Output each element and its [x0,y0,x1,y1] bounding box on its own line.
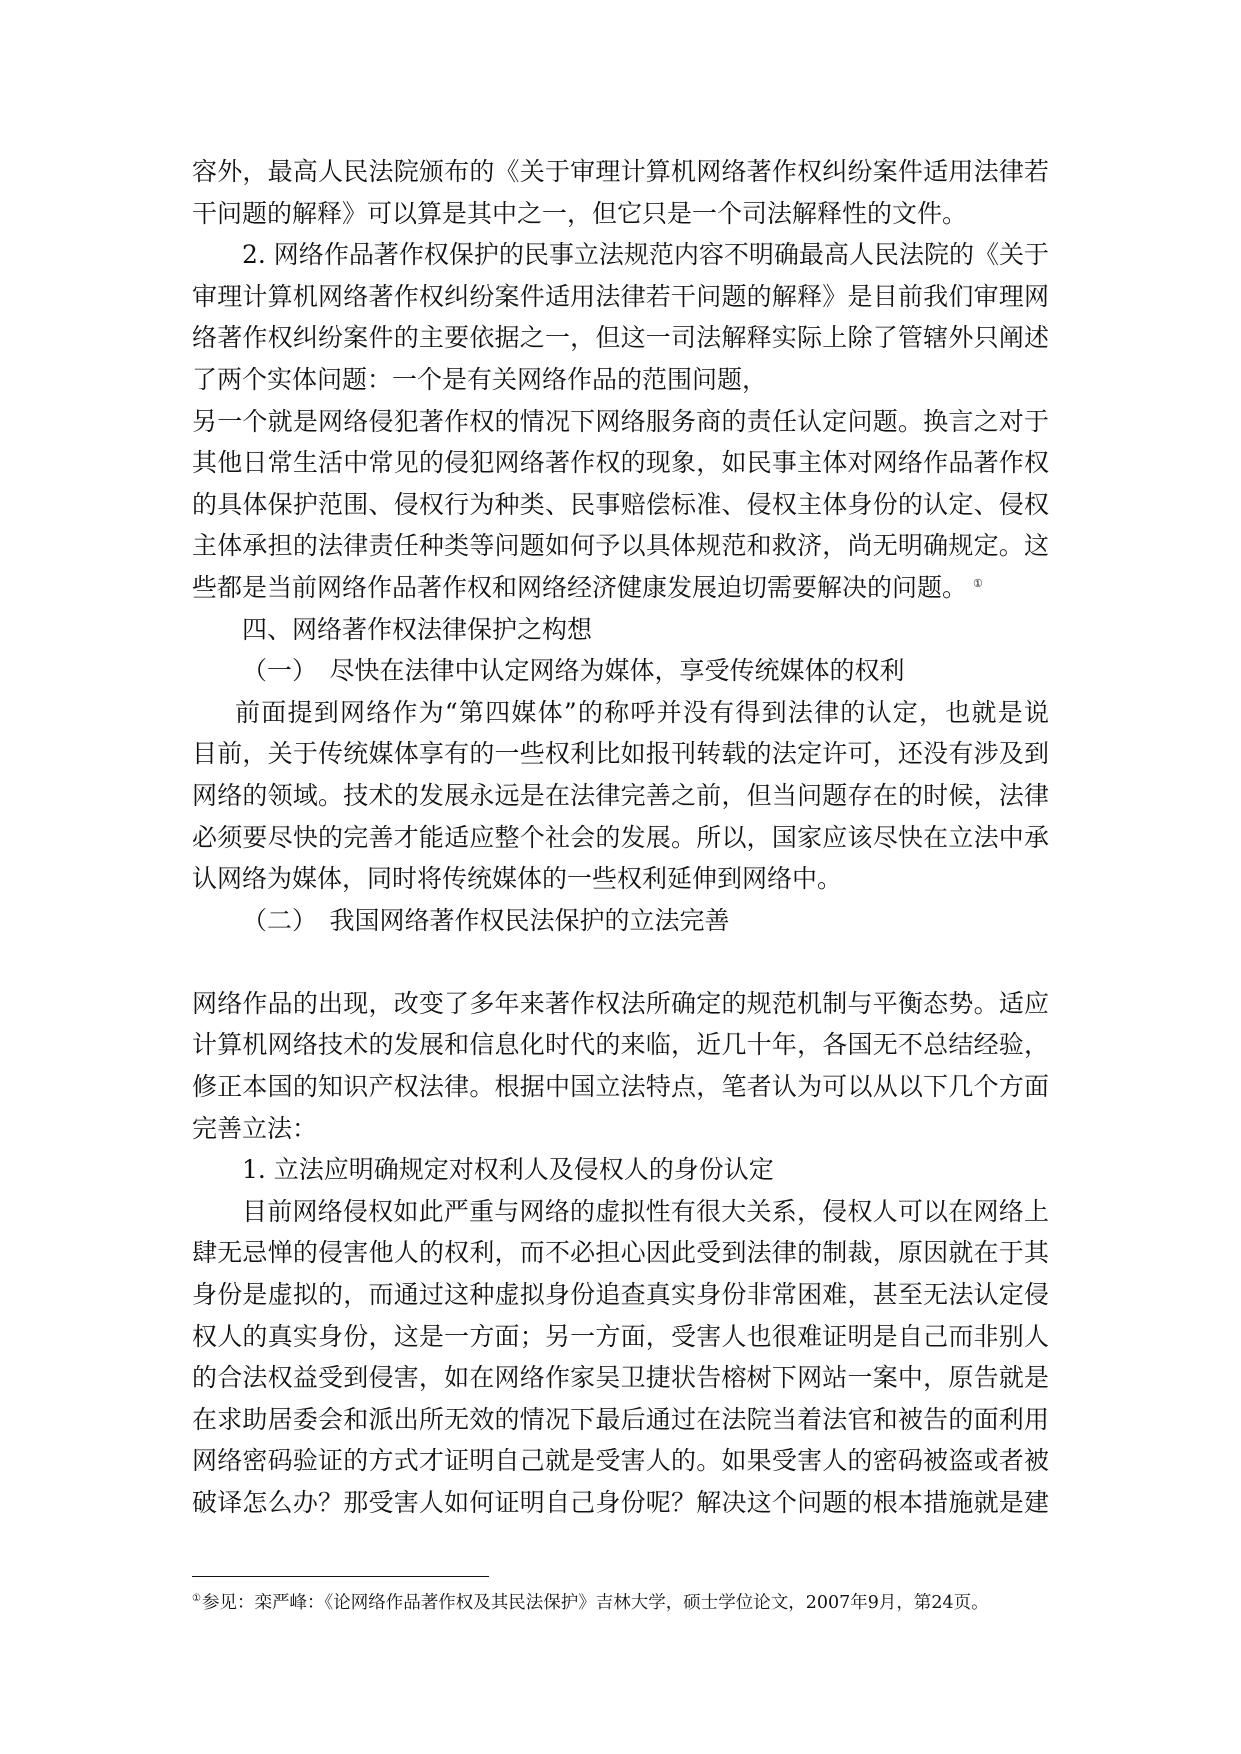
text-line: 了两个实体问题：一个是有关网络作品的范围问题， [192,364,768,394]
text-line: 的合法权益受到侵害，如在网络作家吴卫捷状告榕树下网站一案中，原告就是 [192,1363,1049,1393]
footnote [192,1591,989,1615]
text-line: 身份是虚拟的，而通过这种虚拟身份追查真实身份非常困难，甚至无法认定侵 [192,1280,1049,1310]
text-line: 主体承担的法律责任种类等问题如何予以具体规范和救济，尚无明确规定。这 [192,531,1049,561]
text-line: 干问题的解释》可以算是其中之一，但它只是一个司法解释性的文件。 [192,198,968,228]
text-line: 必须要尽快的完善才能适应整个社会的发展。所以，国家应该尽快在立法中承 [192,822,1049,852]
text-line: 络著作权纠纷案件的主要依据之一，但这一司法解释实际上除了管辖外只阐述 [192,323,1049,353]
section-heading: 四、网络著作权法律保护之构想 [242,614,593,644]
footnote-text: 参见：栾严峰：《论网络作品著作权及其民法保护》吉林大学，硕士学位论文，2007年9月，第24页。 [201,1593,989,1613]
text-line: 的具体保护范围、侵权行为种类、民事赔偿标准、侵权主体身份的认定、侵权 [192,489,1049,519]
text-line: 容外，最高人民法院颁布的《关于审理计算机网络著作权纠纷案件适用法律若 [192,157,1049,186]
blank-line [192,941,1049,983]
text-line: 破译怎么办？那受害人如何证明自己身份呢？解决这个问题的根本措施就是建 [192,1488,1049,1517]
text-line: 目前网络侵权如此严重与网络的虚拟性有很大关系，侵权人可以在网络上 [242,1196,1049,1226]
text-line [192,567,1049,609]
text-line: 网络作品的出现，改变了多年来著作权法所确定的规范机制与平衡态势。适应 [192,988,1049,1018]
subsection-heading: （二） 我国网络著作权民法保护的立法完善 [242,905,730,935]
subsection-heading: （一） 尽快在法律中认定网络为媒体，享受传统媒体的权利 [242,656,905,686]
text-line: 修正本国的知识产权法律。根据中国立法特点，笔者认为可以从以下几个方面 [192,1072,1049,1102]
footnote-marker: ① [192,1593,201,1605]
text-line: 网络密码验证的方式才证明自己就是受害人的。如果受害人的密码被盗或者被 [192,1446,1049,1476]
text-line: 目前，关于传统媒体享有的一些权利比如报刊转载的法定许可，还没有涉及到 [192,739,1049,769]
text-line: 权人的真实身份，这是一方面；另一方面，受害人也很难证明是自己而非别人 [192,1321,1049,1351]
line-text: 些都是当前网络作品著作权和网络经济健康发展迫切需要解决的问题。 [192,572,968,602]
body-text [192,151,1049,1524]
text-line: 网络的领域。技术的发展永远是在法律完善之前，但当问题存在的时候，法律 [192,780,1049,810]
text-line: 其他日常生活中常见的侵犯网络著作权的现象，如民事主体对网络作品著作权 [192,448,1049,478]
text-line: 计算机网络技术的发展和信息化时代的来临，近几十年，各国无不总结经验， [192,1030,1049,1060]
text-line: 在求助居委会和派出所无效的情况下最后通过在法院当着法官和被告的面利用 [192,1404,1049,1434]
text-line: 前面提到网络作为“第四媒体”的称呼并没有得到法律的认定，也就是说 [235,697,1049,727]
footnote-reference: ① [973,576,983,590]
text-line: 完善立法： [192,1113,318,1143]
text-line: 审理计算机网络著作权纠纷案件适用法律若干问题的解释》是目前我们审理网 [192,281,1049,311]
text-line: 肆无忌惮的侵害他人的权利，而不必担心因此受到法律的制裁，原因就在于其 [192,1238,1049,1268]
footnote-separator [192,1576,489,1577]
text-line: 认网络为媒体，同时将传统媒体的一些权利延伸到网络中。 [192,864,843,894]
text-line: 2. 网络作品著作权保护的民事立法规范内容不明确最高人民法院的《关于 [242,240,1049,270]
text-line: 另一个就是网络侵犯著作权的情况下网络服务商的责任认定问题。换言之对于 [192,406,1049,436]
item-heading: 1. 立法应明确规定对权利人及侵权人的身份认定 [242,1155,774,1185]
